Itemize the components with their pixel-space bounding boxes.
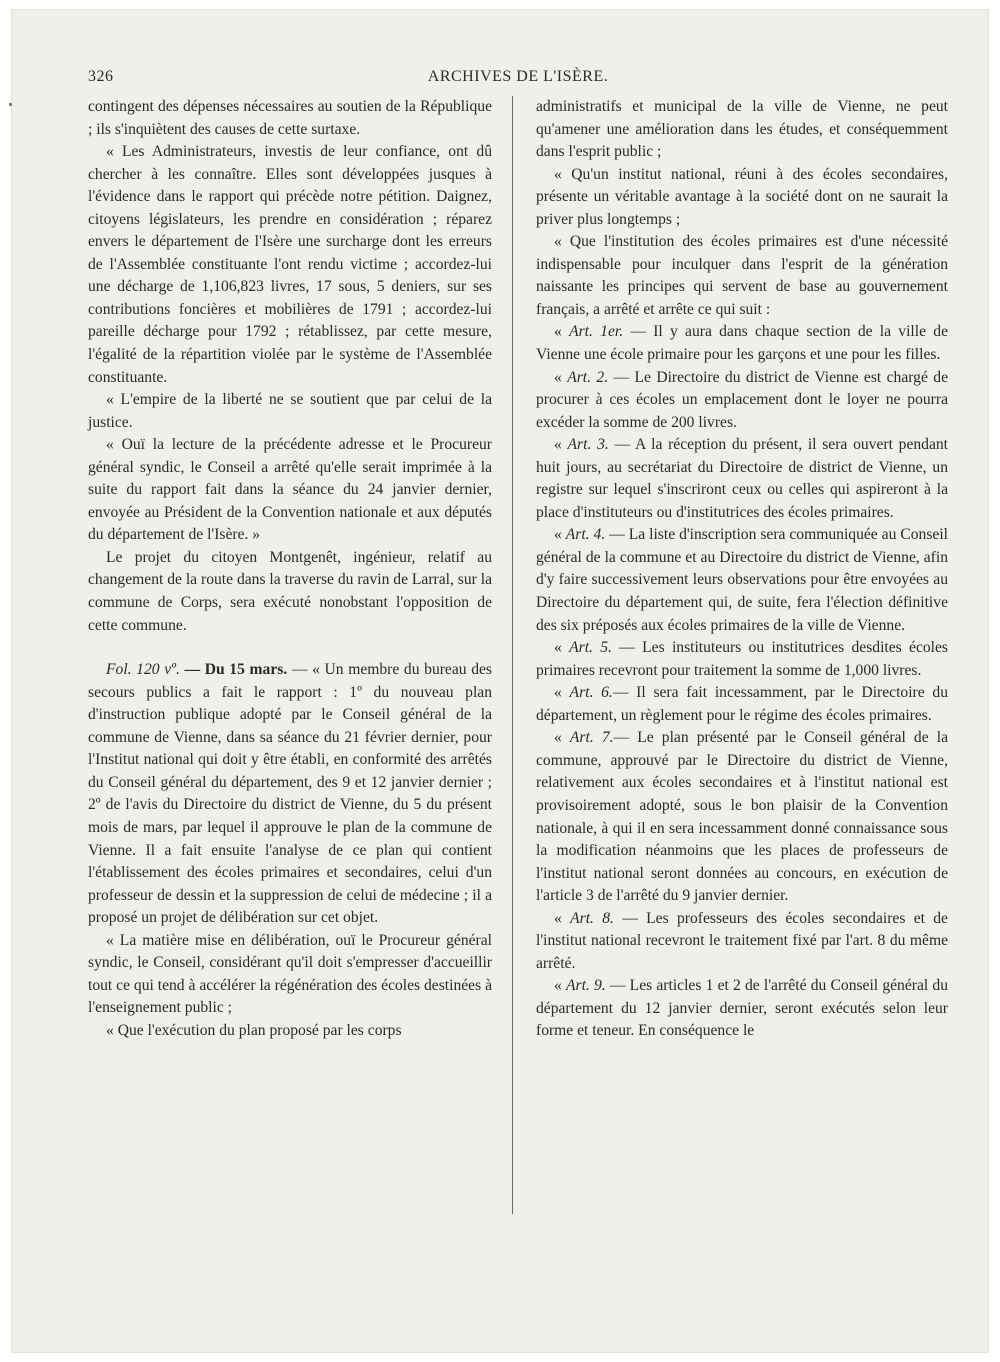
paragraph: « Les Administrateurs, investis de leur confiance, ont dû chercher à les connaître. Elles sont développées jusques à l'évidence dans le rapport qui précède notre pétition. Daignez, citoyens législateurs, les prendre en considération ; réparez envers le département de l'Isère une surcharge dont les erreurs de l'Assemblée constituante l'ont rendu victime ; accordez-lui une décharge de 1,106,823 livres, 17 sous, 5 deniers, sur ses contributions foncières et mobilières de 1791 ; accordez-lui pareille décharge pour 1792 ; rétablissez, par cette mesure, l'égalité de la répartition violée par le système de l'Assemblée constituante.: [88, 143, 492, 386]
article-label: Art. 5.: [569, 639, 612, 657]
article-9: [536, 975, 948, 1043]
paragraph: « L'empire de la liberté ne se soutient que par celui de la justice.: [88, 391, 492, 431]
quote-mark: «: [554, 526, 566, 544]
article-label: Art. 1er.: [569, 323, 624, 341]
entry-date: — Du 15 mars.: [184, 661, 288, 679]
article-1: [536, 321, 948, 366]
article-text: — Le plan présenté par le Conseil général de la commune, approuvé par le Directoire du district de Vienne, relativement aux écoles secondaires et à l'institut national est provisoirement adopté, sous le bon plaisir de la Convention nationale, à qui il en sera incessamment donné connaissance sous la modification néanmoins que les places de professeurs de l'institut national seront données au concours, en exécution de l'article 3 de l'arrêté du 9 janvier dernier.: [536, 729, 949, 905]
article-label: Art. 4.: [565, 526, 606, 544]
article-4: [536, 524, 948, 637]
article-label: Art. 2.: [567, 368, 609, 386]
article-text: — La liste d'inscription sera communiquée au Conseil général de la commune et au Directoire du district de Vienne, afin d'y faire successivement leurs observations pour être envoyées au Directoire du département qui, de suite, fera l'élection définitive des six préposés aux écoles primaires de la ville de Vienne.: [536, 526, 948, 634]
quote-mark: «: [554, 639, 570, 657]
article-label: Art. 3.: [567, 436, 609, 454]
article-3: [536, 434, 948, 524]
article-text: — Il y aura dans chaque section de la ville de Vienne une école primaire pour les garçons et une pour les filles.: [536, 323, 948, 364]
entry-text: — « Un membre du bureau des secours publics a fait le rapport : 1º du nouveau plan d'instruction publique adopté par le Conseil général de la commune de Vienne, dans sa séance du 21 février dernier, pour l'Institut national qui doit y être établi, en conformité des arrêtés du Conseil général du département, des 9 et 12 janvier dernier ; 2º de l'avis du Directoire du district de Vienne, du 5 du présent mois de mars, par lequel il approuve le plan de la commune de Vienne. Il a fait ensuite l'analyse de ce plan qui contient l'établissement des écoles primaires et secondaires, celui d'un professeur de dessin et la suppression de celui de médecine ; il a proposé un projet de délibération sur cet objet.: [88, 661, 492, 927]
quote-mark: «: [554, 436, 568, 454]
quote-mark: «: [554, 977, 566, 995]
quote-mark: «: [554, 909, 571, 927]
article-label: Art. 7.: [569, 729, 614, 747]
article-text: — A la réception du présent, il sera ouvert pendant huit jours, au secrétariat du Directoire de district de Vienne, un registre sur lequel s'inscriront ceux ou celles qui aspireront à la place d'instituteurs ou d'institutrices des écoles primaires.: [536, 436, 949, 521]
paragraph: « Que l'institution des écoles primaires est d'une nécessité indispensable pour inculquer dans l'esprit de la génération naissante les principes qui servent de base au gouvernement français, a arrêté et arrête ce qui suit :: [536, 233, 948, 318]
article-8: [536, 908, 948, 976]
article-6: [536, 682, 948, 727]
paragraph: « Que l'exécution du plan proposé par les corps: [106, 1021, 402, 1039]
entry-heading-paragraph: [88, 659, 492, 930]
running-title: ARCHIVES DE L'ISÈRE.: [427, 68, 609, 85]
paragraph: Le projet du citoyen Montgenêt, ingénieur, relatif au changement de la route dans la traverse du ravin de Larral, sur la commune de Corps, sera exécuté nonobstant l'opposition de cette commune.: [88, 548, 492, 634]
left-column: [88, 96, 492, 1042]
right-column: [536, 96, 948, 1043]
column-divider: [512, 96, 513, 1214]
article-label: Art. 9.: [565, 977, 606, 995]
article-7: [536, 727, 948, 907]
page-header: [88, 68, 948, 90]
quote-mark: «: [554, 684, 570, 702]
paragraph: « Qu'un institut national, réuni à des écoles secondaires, présente un véritable avantage à la société dont on ne saurait la priver plus longtemps ;: [536, 165, 948, 228]
paragraph: administratifs et municipal de la ville de Vienne, ne peut qu'amener une amélioration dans les études, et conséquemment dans l'esprit public ;: [536, 98, 948, 161]
quote-mark: «: [554, 729, 570, 747]
article-text: — Les articles 1 et 2 de l'arrêté du Conseil général du département du 12 janvier dernier, seront exécutés selon leur forme et teneur. En conséquence le: [536, 977, 948, 1040]
article-text: — Le Directoire du district de Vienne est chargé de procurer à ces écoles un emplacement dont le loyer ne pourra excéder la somme de 200 livres.: [536, 368, 948, 431]
article-text: — Il sera fait incessamment, par le Directoire du département, un règlement pour le régime des écoles primaires.: [536, 684, 949, 724]
paragraph: « La matière mise en délibération, ouï le Procureur général syndic, le Conseil, considérant qu'il doit s'empresser d'accueillir tout ce qui tend à accélérer la régénération des écoles destinées à l'enseignement public ;: [88, 931, 492, 1017]
article-5: [536, 637, 948, 682]
folio-reference: Fol. 120 vº.: [106, 661, 180, 679]
quote-mark: «: [554, 368, 568, 386]
article-text: — Les instituteurs ou institutrices desdites écoles primaires recevront pour traitement la somme de 1,000 livres.: [536, 639, 949, 679]
article-2: [536, 367, 948, 435]
paragraph: « Ouï la lecture de la précédente adresse et le Procureur général syndic, le Conseil a arrêté qu'elle serait imprimée à la suite du rapport fait dans la séance du 24 janvier dernier, envoyée au Président de la Convention nationale et aux députés du département de l'Isère. »: [88, 436, 492, 544]
paragraph: contingent des dépenses nécessaires au soutien de la République ; ils s'inquiètent des causes de cette surtaxe.: [88, 98, 492, 138]
article-label: Art. 8.: [570, 909, 614, 927]
article-text: — Les professeurs des écoles secondaires et de l'institut national recevront le traitement fixé par l'art. 8 du même arrêté.: [536, 909, 948, 972]
article-label: Art. 6.: [569, 684, 613, 702]
quote-mark: «: [554, 323, 570, 341]
margin-mark: [9, 103, 12, 106]
page-number: 326: [88, 68, 114, 85]
